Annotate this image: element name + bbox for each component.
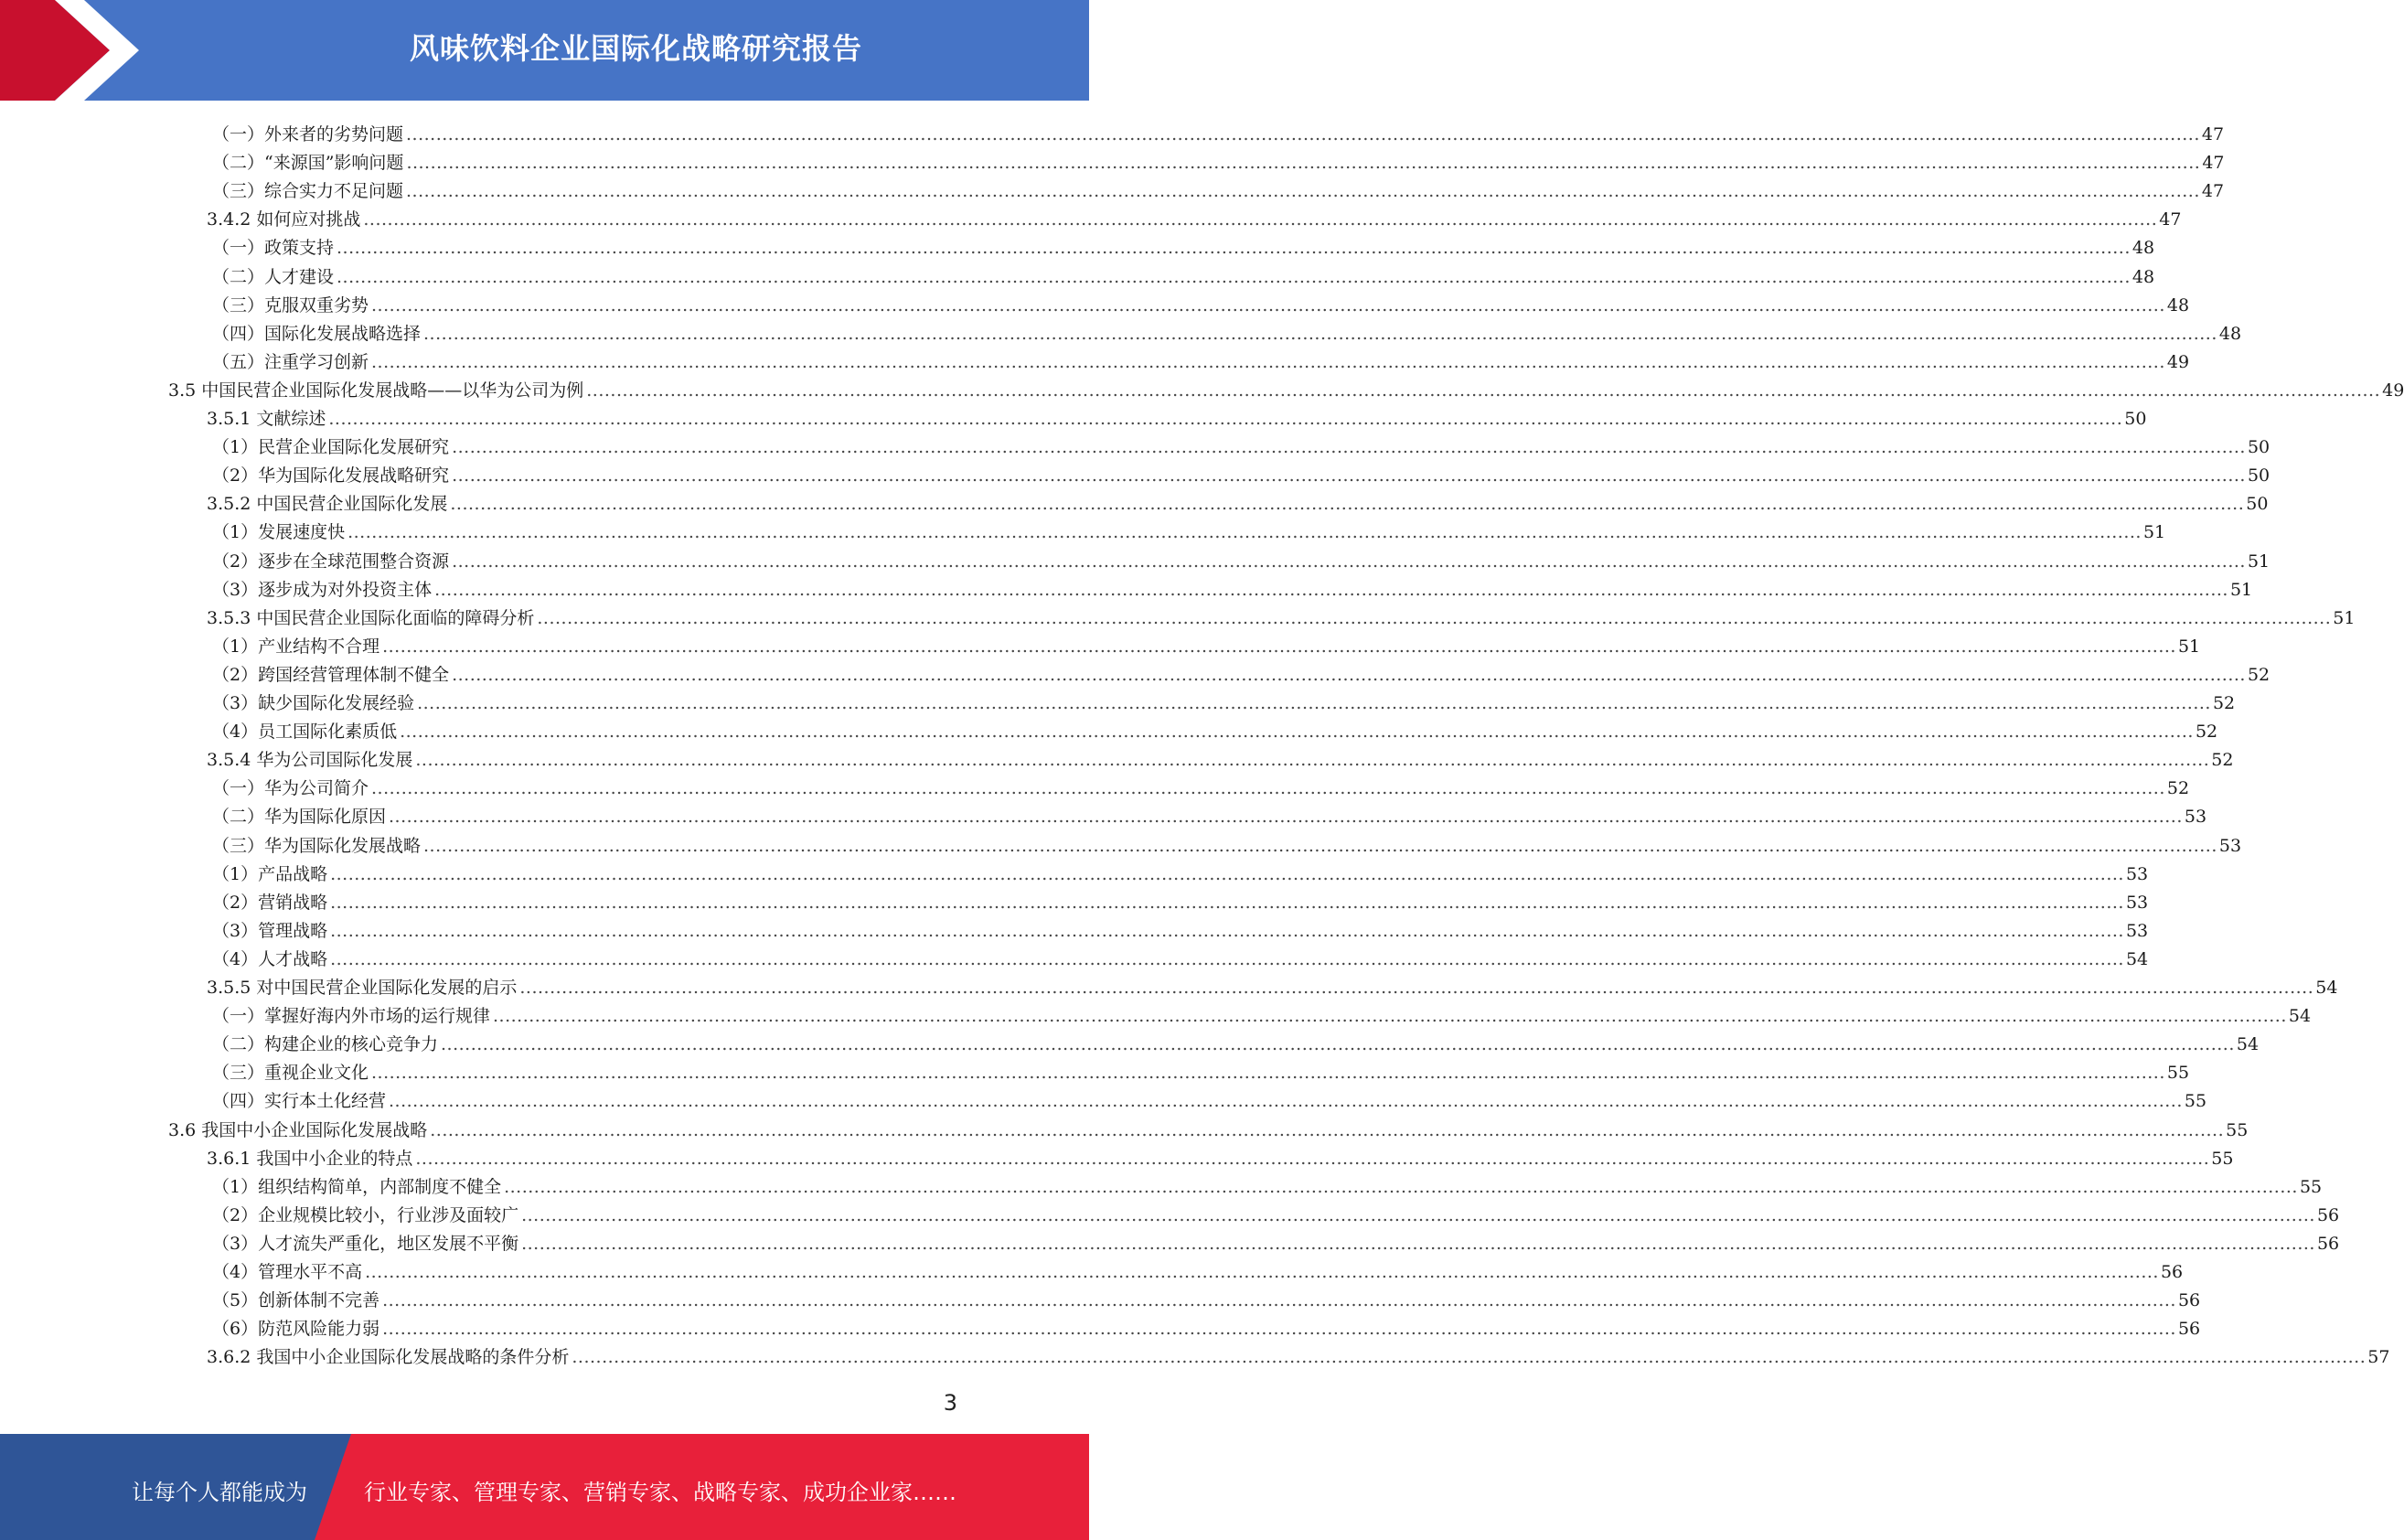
toc-dot-leader: ............................................................................................................................................................................................................................................................................................................ — [400, 722, 2194, 743]
toc-entry-label: （三）华为国际化发展战略 — [212, 835, 422, 856]
toc-dot-leader: ............................................................................................................................................................................................................................................................................................................ — [423, 323, 2217, 344]
toc-dot-leader: ............................................................................................................................................................................................................................................................................................................ — [337, 266, 2131, 287]
toc-entry-label: （3）人才流失严重化，地区发展不平衡 — [212, 1233, 519, 1254]
toc-dot-leader: ............................................................................................................................................................................................................................................................................................................ — [452, 664, 2246, 685]
toc-entry[interactable] — [212, 913, 2149, 941]
toc-entry-page: 52 — [2247, 664, 2270, 685]
toc-dot-leader: ............................................................................................................................................................................................................................................................................................................ — [452, 551, 2246, 572]
toc-dot-leader: ............................................................................................................................................................................................................................................................................................................ — [330, 892, 2124, 913]
toc-entry[interactable] — [207, 401, 2147, 429]
toc-entry[interactable] — [168, 1112, 2249, 1140]
toc-entry[interactable] — [212, 884, 2149, 913]
toc-dot-leader: ............................................................................................................................................................................................................................................................................................................ — [363, 209, 2158, 230]
toc-entry-page: 52 — [2166, 778, 2190, 799]
toc-entry[interactable] — [168, 372, 2404, 401]
toc-entry[interactable] — [207, 1140, 2234, 1169]
toc-entry[interactable] — [212, 1054, 2190, 1084]
toc-entry-label: （一）掌握好海内外市场的运行规律 — [212, 1006, 491, 1027]
toc-entry[interactable] — [207, 1339, 2390, 1368]
toc-dot-leader: ............................................................................................................................................................................................................................................................................................................ — [406, 124, 2200, 144]
toc-dot-leader: ............................................................................................................................................................................................................................................................................................................ — [417, 693, 2211, 713]
toc-entry-label: 3.6.2 我国中小企业国际化发展战略的条件分析 — [207, 1347, 570, 1368]
toc-dot-leader: ............................................................................................................................................................................................................................................................................................................ — [415, 750, 2210, 771]
toc-entry-label: （1）民营企业国际化发展研究 — [212, 437, 450, 458]
toc-entry[interactable] — [212, 628, 2201, 657]
toc-entry-page: 51 — [2177, 636, 2201, 657]
toc-entry-label: （2）营销战略 — [212, 892, 328, 913]
toc-entry-page: 55 — [2166, 1063, 2190, 1084]
toc-entry[interactable] — [212, 315, 2242, 344]
toc-entry-page: 54 — [2288, 1006, 2312, 1027]
toc-dot-leader: ............................................................................................................................................................................................................................................................................................................ — [371, 1063, 2165, 1084]
toc-entry-page: 55 — [2226, 1119, 2249, 1140]
toc-entry[interactable] — [212, 998, 2312, 1027]
toc-entry-page: 48 — [2132, 238, 2155, 259]
toc-entry[interactable] — [212, 1197, 2340, 1225]
toc-entry-page: 56 — [2177, 1290, 2201, 1311]
toc-entry-page: 53 — [2125, 892, 2149, 913]
toc-entry-label: （二）构建企业的核心竞争力 — [212, 1034, 439, 1055]
footer-slogan-right: 行业专家、管理专家、营销专家、战略专家、成功企业家…… — [364, 1480, 956, 1505]
document-title: 风味饮料企业国际化战略研究报告 — [409, 31, 862, 66]
toc-dot-leader: ............................................................................................................................................................................................................................................................................................................ — [430, 1119, 2225, 1140]
toc-entry-label: （5）创新体制不完善 — [212, 1290, 380, 1311]
toc-entry[interactable] — [212, 173, 2225, 202]
toc-entry-label: （三）重视企业文化 — [212, 1063, 369, 1084]
toc-dot-leader: ............................................................................................................................................................................................................................................................................................................ — [586, 380, 2381, 401]
toc-entry-label: 3.4.2 如何应对挑战 — [207, 209, 361, 230]
toc-dot-leader: ............................................................................................................................................................................................................................................................................................................ — [521, 1204, 2315, 1225]
toc-entry[interactable] — [212, 1225, 2340, 1254]
toc-entry-label: （2）华为国际化发展战略研究 — [212, 465, 450, 487]
toc-entry-page: 47 — [2201, 124, 2225, 144]
toc-entry[interactable] — [207, 969, 2338, 998]
toc-entry-label: （一）华为公司简介 — [212, 778, 369, 799]
toc-dot-leader: ............................................................................................................................................................................................................................................................................................................ — [415, 1148, 2210, 1169]
toc-entry[interactable] — [212, 856, 2149, 884]
toc-entry-page: 48 — [2132, 266, 2155, 287]
toc-entry-page: 54 — [2315, 978, 2338, 998]
toc-entry-page: 55 — [2299, 1176, 2323, 1197]
toc-entry[interactable] — [212, 941, 2149, 969]
toc-dot-leader: ............................................................................................................................................................................................................................................................................................................ — [519, 978, 2314, 998]
toc-entry-label: 3.6 我国中小企业国际化发展战略 — [168, 1119, 428, 1140]
toc-entry[interactable] — [212, 287, 2190, 315]
toc-entry-page: 56 — [2316, 1204, 2340, 1225]
toc-entry-page: 51 — [2142, 522, 2166, 543]
toc-entry-label: 3.5.2 中国民营企业国际化发展 — [207, 494, 448, 515]
toc-dot-leader: ............................................................................................................................................................................................................................................................................................................ — [371, 778, 2165, 799]
toc-entry-label: （3）逐步成为对外投资主体 — [212, 579, 433, 600]
toc-entry-label: （四）实行本土化经营 — [212, 1091, 387, 1112]
toc-entry-page: 56 — [2177, 1319, 2201, 1340]
toc-entry-page: 47 — [2202, 153, 2225, 174]
toc-entry[interactable] — [207, 600, 2356, 628]
toc-entry[interactable] — [212, 1310, 2201, 1340]
toc-entry[interactable] — [212, 685, 2236, 713]
toc-entry-label: （二）“来源国”影响问题 — [212, 153, 404, 174]
toc-entry-label: （3）缺少国际化发展经验 — [212, 693, 415, 713]
toc-dot-leader: ............................................................................................................................................................................................................................................................................................................ — [452, 437, 2246, 458]
toc-dot-leader: ............................................................................................................................................................................................................................................................................................................ — [389, 807, 2183, 828]
toc-dot-leader: ............................................................................................................................................................................................................................................................................................................ — [450, 494, 2245, 515]
toc-entry[interactable] — [212, 572, 2253, 600]
toc-entry-page: 52 — [2212, 693, 2236, 713]
toc-entry-page: 56 — [2316, 1233, 2340, 1254]
toc-entry-label: （2）逐步在全球范围整合资源 — [212, 551, 450, 572]
toc-entry[interactable] — [212, 514, 2166, 543]
toc-entry-label: （1）产业结构不合理 — [212, 636, 380, 657]
toc-entry-label: （6）防范风险能力弱 — [212, 1319, 380, 1340]
toc-entry-label: （3）管理战略 — [212, 920, 328, 941]
toc-dot-leader: ............................................................................................................................................................................................................................................................................................................ — [504, 1176, 2298, 1197]
toc-entry[interactable] — [212, 1026, 2260, 1055]
toc-entry-page: 50 — [2246, 494, 2269, 515]
toc-entry[interactable] — [212, 457, 2270, 487]
toc-entry-label: （三）综合实力不足问题 — [212, 181, 404, 202]
toc-entry-label: （4）人才战略 — [212, 948, 328, 969]
toc-entry-label: （2）跨国经营管理体制不健全 — [212, 664, 450, 685]
toc-entry-label: （1）组织结构简单，内部制度不健全 — [212, 1176, 502, 1197]
toc-entry[interactable] — [212, 798, 2207, 828]
toc-entry-page: 48 — [2166, 294, 2190, 315]
toc-entry-label: （一）政策支持 — [212, 238, 335, 259]
toc-entry[interactable] — [212, 1282, 2201, 1311]
toc-entry-label: （一）外来者的劣势问题 — [212, 124, 404, 144]
toc-dot-leader: ............................................................................................................................................................................................................................................................................................................ — [537, 607, 2332, 628]
toc-dot-leader: ............................................................................................................................................................................................................................................................................................................ — [347, 522, 2142, 543]
toc-dot-leader: ............................................................................................................................................................................................................................................................................................................ — [365, 1262, 2159, 1282]
toc-entry[interactable] — [212, 543, 2270, 572]
toc-entry-page: 49 — [2382, 380, 2404, 401]
toc-entry-page: 52 — [2211, 750, 2234, 771]
toc-entry-page: 51 — [2229, 579, 2253, 600]
toc-entry-label: （4）管理水平不高 — [212, 1262, 363, 1282]
toc-entry[interactable] — [212, 116, 2225, 144]
page-number: 3 — [943, 1390, 957, 1416]
toc-entry-page: 57 — [2367, 1347, 2390, 1368]
toc-entry[interactable] — [212, 828, 2242, 856]
toc-dot-leader: ............................................................................................................................................................................................................................................................................................................ — [406, 153, 2201, 174]
toc-dot-leader: ............................................................................................................................................................................................................................................................................................................ — [371, 294, 2165, 315]
toc-entry[interactable] — [207, 486, 2269, 515]
toc-entry-page: 52 — [2195, 722, 2218, 743]
toc-dot-leader: ............................................................................................................................................................................................................................................................................................................ — [337, 238, 2131, 259]
toc-dot-leader: ............................................................................................................................................................................................................................................................................................................ — [572, 1347, 2367, 1368]
toc-entry-page: 47 — [2159, 209, 2182, 230]
toc-dot-leader: ............................................................................................................................................................................................................................................................................................................ — [493, 1006, 2287, 1027]
toc-entry-label: （二）人才建设 — [212, 266, 335, 287]
toc-entry[interactable] — [212, 1083, 2207, 1112]
toc-entry[interactable] — [212, 259, 2155, 287]
toc-dot-leader: ............................................................................................................................................................................................................................................................................................................ — [423, 835, 2217, 856]
toc-entry-page: 51 — [2333, 607, 2356, 628]
toc-entry[interactable] — [212, 144, 2225, 174]
toc-entry-page: 53 — [2218, 835, 2242, 856]
toc-entry-page: 54 — [2236, 1034, 2260, 1055]
toc-entry-page: 47 — [2201, 181, 2225, 202]
toc-entry-page: 50 — [2247, 465, 2270, 487]
toc-entry-label: （四）国际化发展战略选择 — [212, 323, 422, 344]
toc-dot-leader: ............................................................................................................................................................................................................................................................................................................ — [389, 1091, 2183, 1112]
toc-dot-leader: ............................................................................................................................................................................................................................................................................................................ — [371, 351, 2165, 372]
toc-dot-leader: ............................................................................................................................................................................................................................................................................................................ — [406, 181, 2200, 202]
toc-entry-label: （二）华为国际化原因 — [212, 807, 387, 828]
toc-entry[interactable] — [212, 1254, 2184, 1282]
header-band — [0, 0, 1089, 101]
toc-dot-leader: ............................................................................................................................................................................................................................................................................................................ — [521, 1233, 2315, 1254]
toc-entry[interactable] — [212, 713, 2218, 743]
toc-entry-page: 50 — [2124, 409, 2147, 429]
toc-entry-label: 3.5 中国民营企业国际化发展战略——以华为公司为例 — [168, 380, 584, 401]
toc-entry-page: 55 — [2211, 1148, 2234, 1169]
toc-entry-label: （五）注重学习创新 — [212, 351, 369, 372]
toc-dot-leader: ............................................................................................................................................................................................................................................................................................................ — [441, 1034, 2235, 1055]
toc-entry[interactable] — [212, 344, 2190, 372]
toc-entry-page: 53 — [2184, 807, 2207, 828]
toc-entry[interactable] — [207, 201, 2182, 230]
toc-entry-page: 49 — [2166, 351, 2190, 372]
toc-entry-label: （三）克服双重劣势 — [212, 294, 369, 315]
toc-entry[interactable] — [212, 1169, 2323, 1197]
toc-entry-label: （1）发展速度快 — [212, 522, 346, 543]
toc-dot-leader: ............................................................................................................................................................................................................................................................................................................ — [382, 1319, 2176, 1340]
toc-entry-label: （4）员工国际化素质低 — [212, 722, 398, 743]
toc-dot-leader: ............................................................................................................................................................................................................................................................................................................ — [382, 636, 2176, 657]
toc-entry-label: 3.5.5 对中国民营企业国际化发展的启示 — [207, 978, 518, 998]
toc-entry[interactable] — [212, 429, 2270, 458]
toc-entry-page: 53 — [2125, 920, 2149, 941]
toc-entry[interactable] — [212, 230, 2155, 259]
toc-dot-leader: ............................................................................................................................................................................................................................................................................................................ — [434, 579, 2228, 600]
toc-entry[interactable] — [212, 657, 2270, 685]
toc-entry[interactable] — [212, 770, 2190, 799]
toc-entry-page: 48 — [2218, 323, 2242, 344]
toc-entry-page: 53 — [2125, 863, 2149, 884]
toc-entry-page: 56 — [2160, 1262, 2184, 1282]
toc-entry-label: 3.5.4 华为公司国际化发展 — [207, 750, 413, 771]
toc-dot-leader: ............................................................................................................................................................................................................................................................................................................ — [452, 465, 2246, 487]
toc-entry-label: 3.5.1 文献综述 — [207, 409, 326, 429]
toc-dot-leader: ............................................................................................................................................................................................................................................................................................................ — [328, 409, 2123, 429]
toc-entry-page: 50 — [2247, 437, 2270, 458]
toc-entry[interactable] — [207, 742, 2234, 771]
toc-entry-page: 55 — [2184, 1091, 2207, 1112]
toc-entry-label: 3.5.3 中国民营企业国际化面临的障碍分析 — [207, 607, 535, 628]
toc-entry-page: 51 — [2247, 551, 2270, 572]
toc-dot-leader: ............................................................................................................................................................................................................................................................................................................ — [330, 920, 2124, 941]
footer-band — [0, 1434, 1089, 1540]
toc-entry-page: 54 — [2125, 948, 2149, 969]
toc-entry-label: 3.6.1 我国中小企业的特点 — [207, 1148, 413, 1169]
toc-entry-label: （2）企业规模比较小，行业涉及面较广 — [212, 1204, 519, 1225]
toc-entry-label: （1）产品战略 — [212, 863, 328, 884]
toc-dot-leader: ............................................................................................................................................................................................................................................................................................................ — [330, 863, 2124, 884]
toc-dot-leader: ............................................................................................................................................................................................................................................................................................................ — [330, 948, 2124, 969]
footer-slogan-left: 让每个人都能成为 — [132, 1480, 307, 1505]
toc-dot-leader: ............................................................................................................................................................................................................................................................................................................ — [382, 1290, 2176, 1311]
